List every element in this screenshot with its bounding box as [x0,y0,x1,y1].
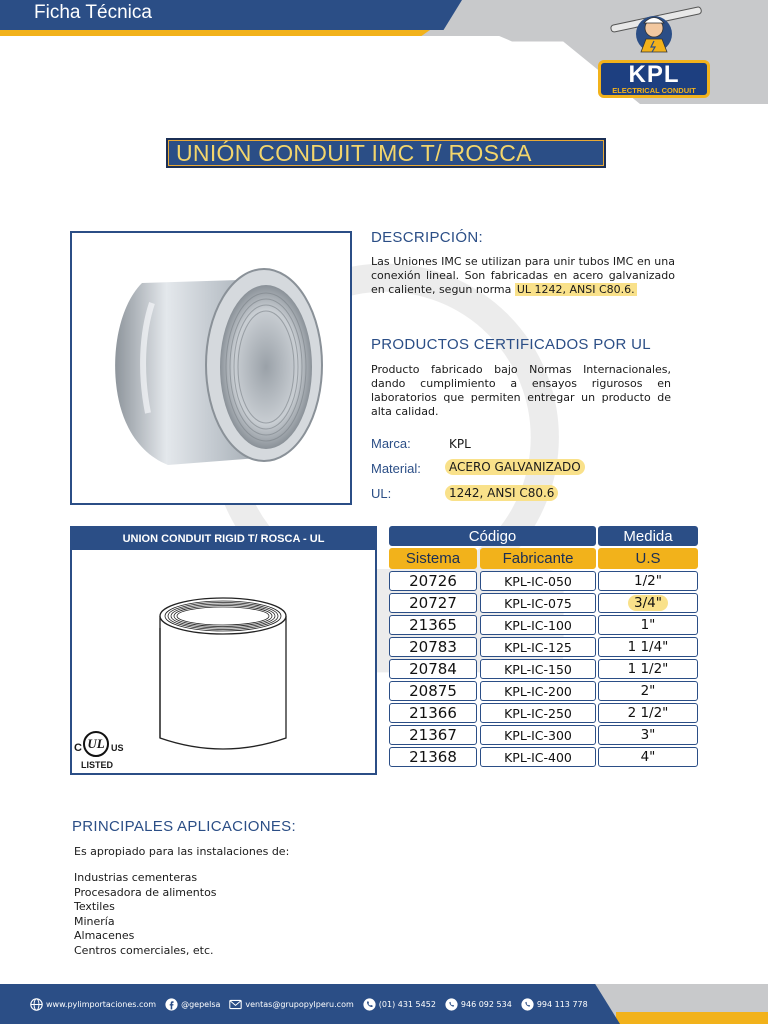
applications-list [74,871,217,958]
footer-phone-text: (01) 431 5452 [378,999,436,1009]
footer-mobile-2[interactable] [521,998,588,1011]
spec-ul-value: 1242, ANSI C80.6 [445,485,558,501]
table-cell-size: 3" [598,725,698,745]
table-cell-size: 1/2" [598,571,698,591]
table-col-maker: Fabricante [480,548,596,569]
table-cell-maker: KPL-IC-150 [480,659,596,679]
conduit-coupling-photo [72,233,350,503]
spec-material-value: ACERO GALVANIZADO [445,459,585,475]
table-cell-size-highlight: 3/4" [628,595,668,611]
table-cell-maker: KPL-IC-200 [480,681,596,701]
table-cell-system: 20784 [389,659,477,679]
table-cell-size: 4" [598,747,698,767]
product-title: UNIÓN CONDUIT IMC T/ ROSCA [176,140,532,166]
footer-web-text: www.pylimportaciones.com [46,999,157,1009]
list-item: Almacenes [74,929,135,942]
description-heading: DESCRIPCIÓN: [371,229,483,246]
footer-facebook[interactable] [165,998,220,1011]
description-standard: UL 1242, ANSI C80.6. [516,283,635,296]
ul-circle: UL [83,731,109,757]
table-cell-system: 21368 [389,747,477,767]
table-col-system: Sistema [389,548,477,569]
footer-contacts [30,995,597,1013]
certified-heading: PRODUCTOS CERTIFICADOS POR UL [371,336,651,353]
header-title: Ficha Técnica [34,2,152,23]
table-cell-maker: KPL-IC-075 [480,593,596,613]
list-item: Centros comerciales, etc. [74,943,214,957]
spec-ul-label: UL: [371,486,392,501]
list-item: Textiles [74,900,115,913]
description-text [371,255,675,297]
table-cell-size [598,593,698,613]
table-cell-maker: KPL-IC-125 [480,637,596,657]
table-cell-maker: KPL-IC-050 [480,571,596,591]
applications-intro: Es apropiado para las instalaciones de: [74,845,290,858]
footer-mobile-1-text: 946 092 534 [460,999,512,1009]
ul-listed-mark [74,730,134,774]
spec-brand-label: Marca: [371,436,411,451]
footer-accent-stripe [616,1012,768,1024]
footer-mobile-1[interactable] [445,998,512,1011]
table-cell-maker: KPL-IC-300 [480,725,596,745]
spec-material-wrap [445,460,585,474]
table-group-code: Código [389,526,596,546]
description-body: Las Uniones IMC se utilizan para unir tubos IMC en una conexión lineal. Son fabricadas en acero galvanizado en caliente, segun norma [371,255,675,296]
diagram-heading: UNION CONDUIT RIGID T/ ROSCA - UL [72,528,375,550]
table-cell-system: 21365 [389,615,477,635]
table-cell-system: 20783 [389,637,477,657]
table-cell-size: 1 1/4" [598,637,698,657]
whatsapp-icon [445,998,458,1011]
product-photo-frame [70,231,352,505]
spec-brand-value: KPL [449,437,471,451]
table-cell-system: 20727 [389,593,477,613]
table-cell-size: 2 1/2" [598,703,698,723]
table-cell-system: 21366 [389,703,477,723]
phone-icon [363,998,376,1011]
coupling-diagram [152,588,294,754]
table-cell-size: 2" [598,681,698,701]
envelope-icon [229,998,242,1011]
ul-us-label: US [111,743,124,753]
ul-c-label: C [74,742,82,754]
table-cell-system: 21367 [389,725,477,745]
table-cell-maker: KPL-IC-400 [480,747,596,767]
list-item: Procesadora de alimentos [74,885,217,899]
whatsapp-icon [521,998,534,1011]
footer-mobile-2-text: 994 113 778 [536,999,588,1009]
footer-email-text: ventas@grupopylperu.com [245,999,354,1009]
logo-wordmark: KPL [628,61,680,88]
table-cell-maker: KPL-IC-100 [480,615,596,635]
applications-heading: PRINCIPALES APLICACIONES: [72,818,296,835]
footer-web[interactable] [30,998,156,1011]
certified-text: Producto fabricado bajo Normas Internacionales, dando cumplimiento a ensayos rigurosos en laboratorios que permiten entregar un producto de alta calidad. [371,363,671,418]
table-col-us: U.S [598,548,698,569]
globe-icon [30,998,43,1011]
footer-facebook-text: @gepelsa [181,999,221,1009]
header-accent-stripe [0,30,430,36]
list-item: Minería [74,914,115,928]
table-cell-system: 20875 [389,681,477,701]
spec-ul-wrap [445,486,558,500]
brand-logo [594,6,716,102]
spec-material-label: Material: [371,461,421,476]
footer-phone[interactable] [363,998,436,1011]
logo-badge [598,60,710,98]
list-item: Industrias cementeras [74,871,198,884]
facebook-icon [165,998,178,1011]
ul-listed-label: LISTED [81,760,114,770]
footer-email[interactable] [229,998,353,1011]
table-cell-maker: KPL-IC-250 [480,703,596,723]
electrician-mascot-icon [606,6,706,66]
table-group-size: Medida [598,526,698,546]
table-cell-size: 1 1/2" [598,659,698,679]
logo-tagline: ELECTRICAL CONDUIT [612,86,696,95]
table-cell-system: 20726 [389,571,477,591]
table-cell-size: 1" [598,615,698,635]
header-white-panel [0,36,640,104]
